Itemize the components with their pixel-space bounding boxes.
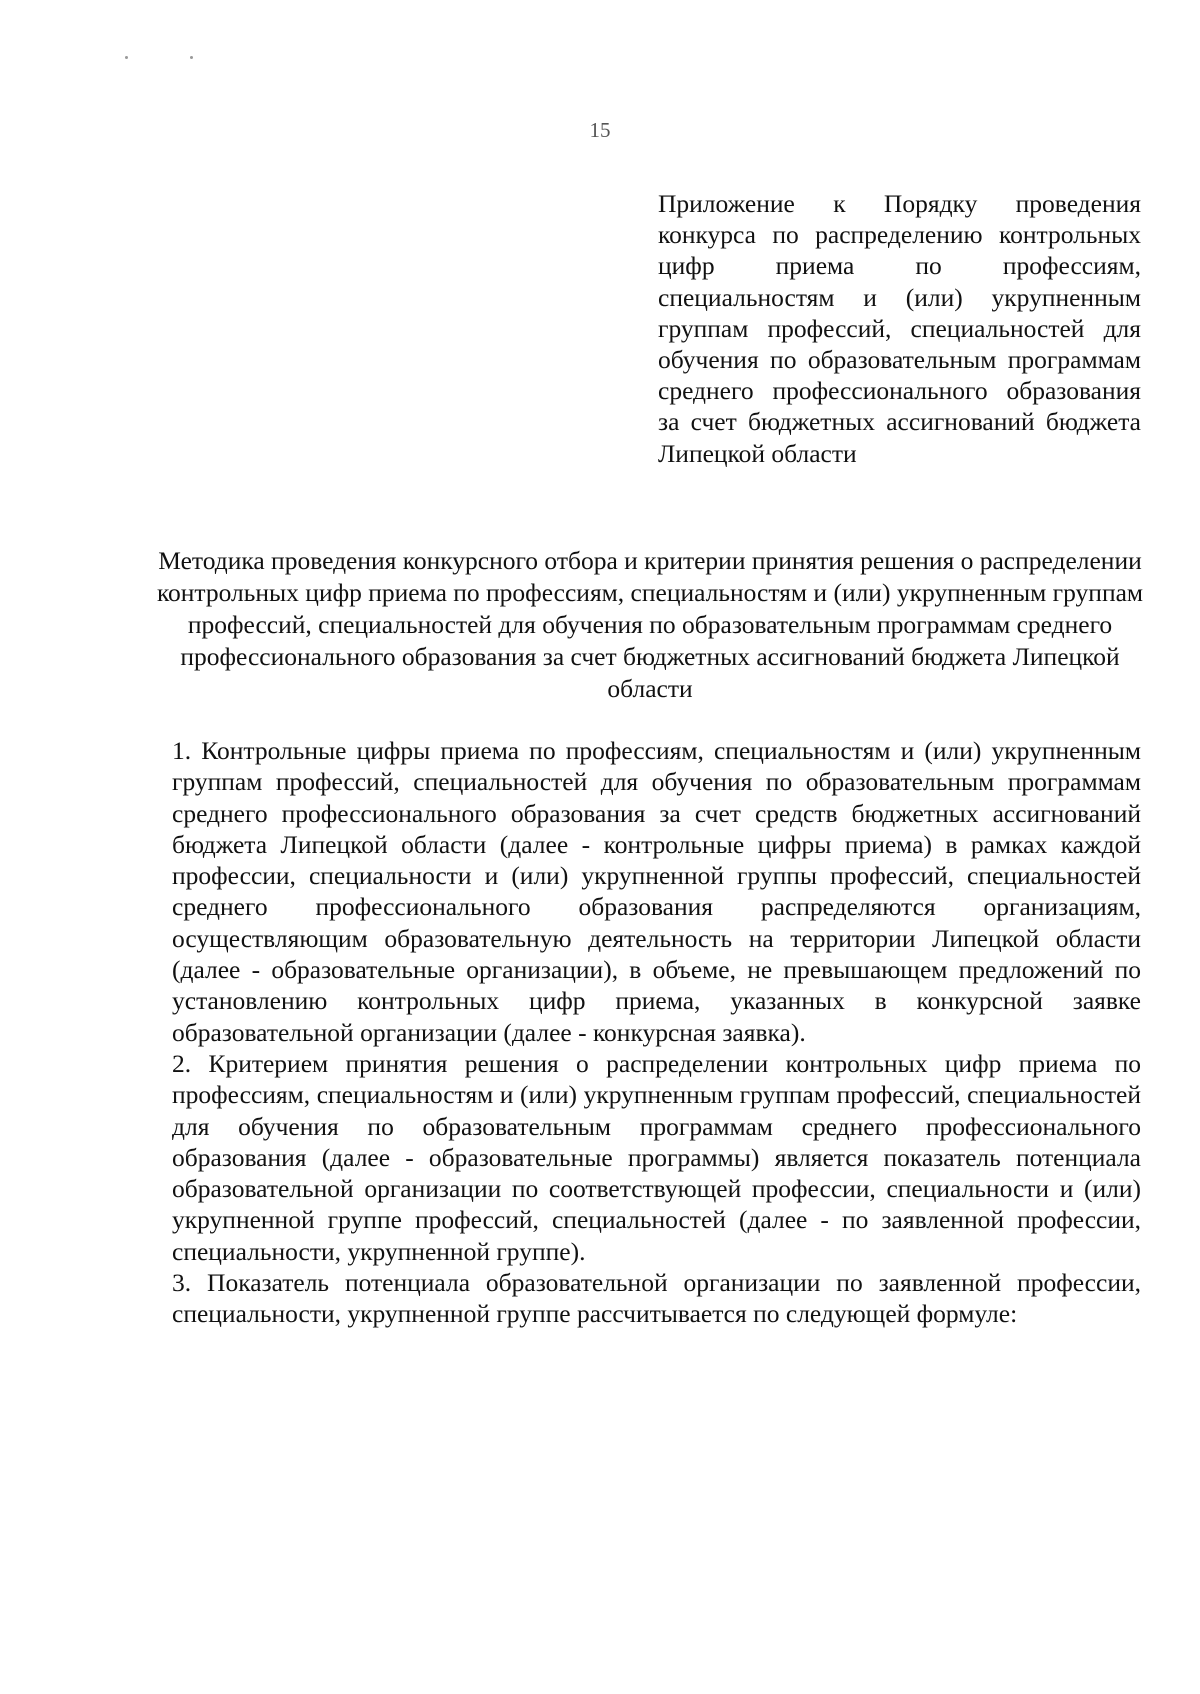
paragraph-1: 1. Контрольные цифры приема по профессиям, специальностям и (или) укрупненным группам профессий, специальностей для обучения по образовательным программам среднего профессионального образования за счет средств бюджетных ассигнований бюджета Липецкой области (далее - контрольные цифры приема) в рамках каждой профессии, специальности и (или) укрупненной группы профессий, специальностей среднего профессионального образования распределяются организациям, осуществляющим образовательную деятельность на территории Липецкой области (далее - образовательные организации), в объеме, не превышающем предложений по установлению контрольных цифр приема, указанных в конкурсной заявке образовательной организации (далее - конкурсная заявка). xyxy=(172,736,1141,1047)
paragraph-3: 3. Показатель потенциала образовательной организации по заявленной профессии, специальности, укрупненной группе рассчитывается по следующей формуле: xyxy=(172,1268,1141,1329)
page-number: 15 xyxy=(589,118,611,142)
appendix-last-line: Липецкой области xyxy=(658,438,857,468)
paragraph-2: 2. Критерием принятия решения о распределении контрольных цифр приема по профессиям, специальностям и (или) укрупненным группам профессий, специальностей для обучения по образовательным программам среднего профессионального образования (далее - образовательные программы) является показатель потенциала образовательной организации по соответствующей профессии, специальности и (или) укрупненной группе профессий, специальностей (далее - по заявленной профессии, специальности, укрупненной группе). xyxy=(172,1048,1141,1266)
document-body xyxy=(172,735,1141,1330)
appendix-reference xyxy=(658,188,1141,469)
scan-artifact xyxy=(125,56,128,59)
document-title: Методика проведения конкурсного отбора и критерии принятия решения о распределении контрольных цифр приема по профессиям, специальностям и (или) укрупненным группам профессий, специальностей для обучения по образовательным программам среднего профессионального образования за счет бюджетных ассигнований бюджета Липецкой области xyxy=(156,546,1144,703)
appendix-text: Приложение к Порядку проведения конкурса по распределению контрольных цифр приема по профессиям, специальностям и (или) укрупненным группам профессий, специальностей для обучения по образовательным программам среднего профессионального образования за счет бюджетных ассигнований бюджета xyxy=(658,189,1141,437)
scan-artifact xyxy=(190,56,193,59)
